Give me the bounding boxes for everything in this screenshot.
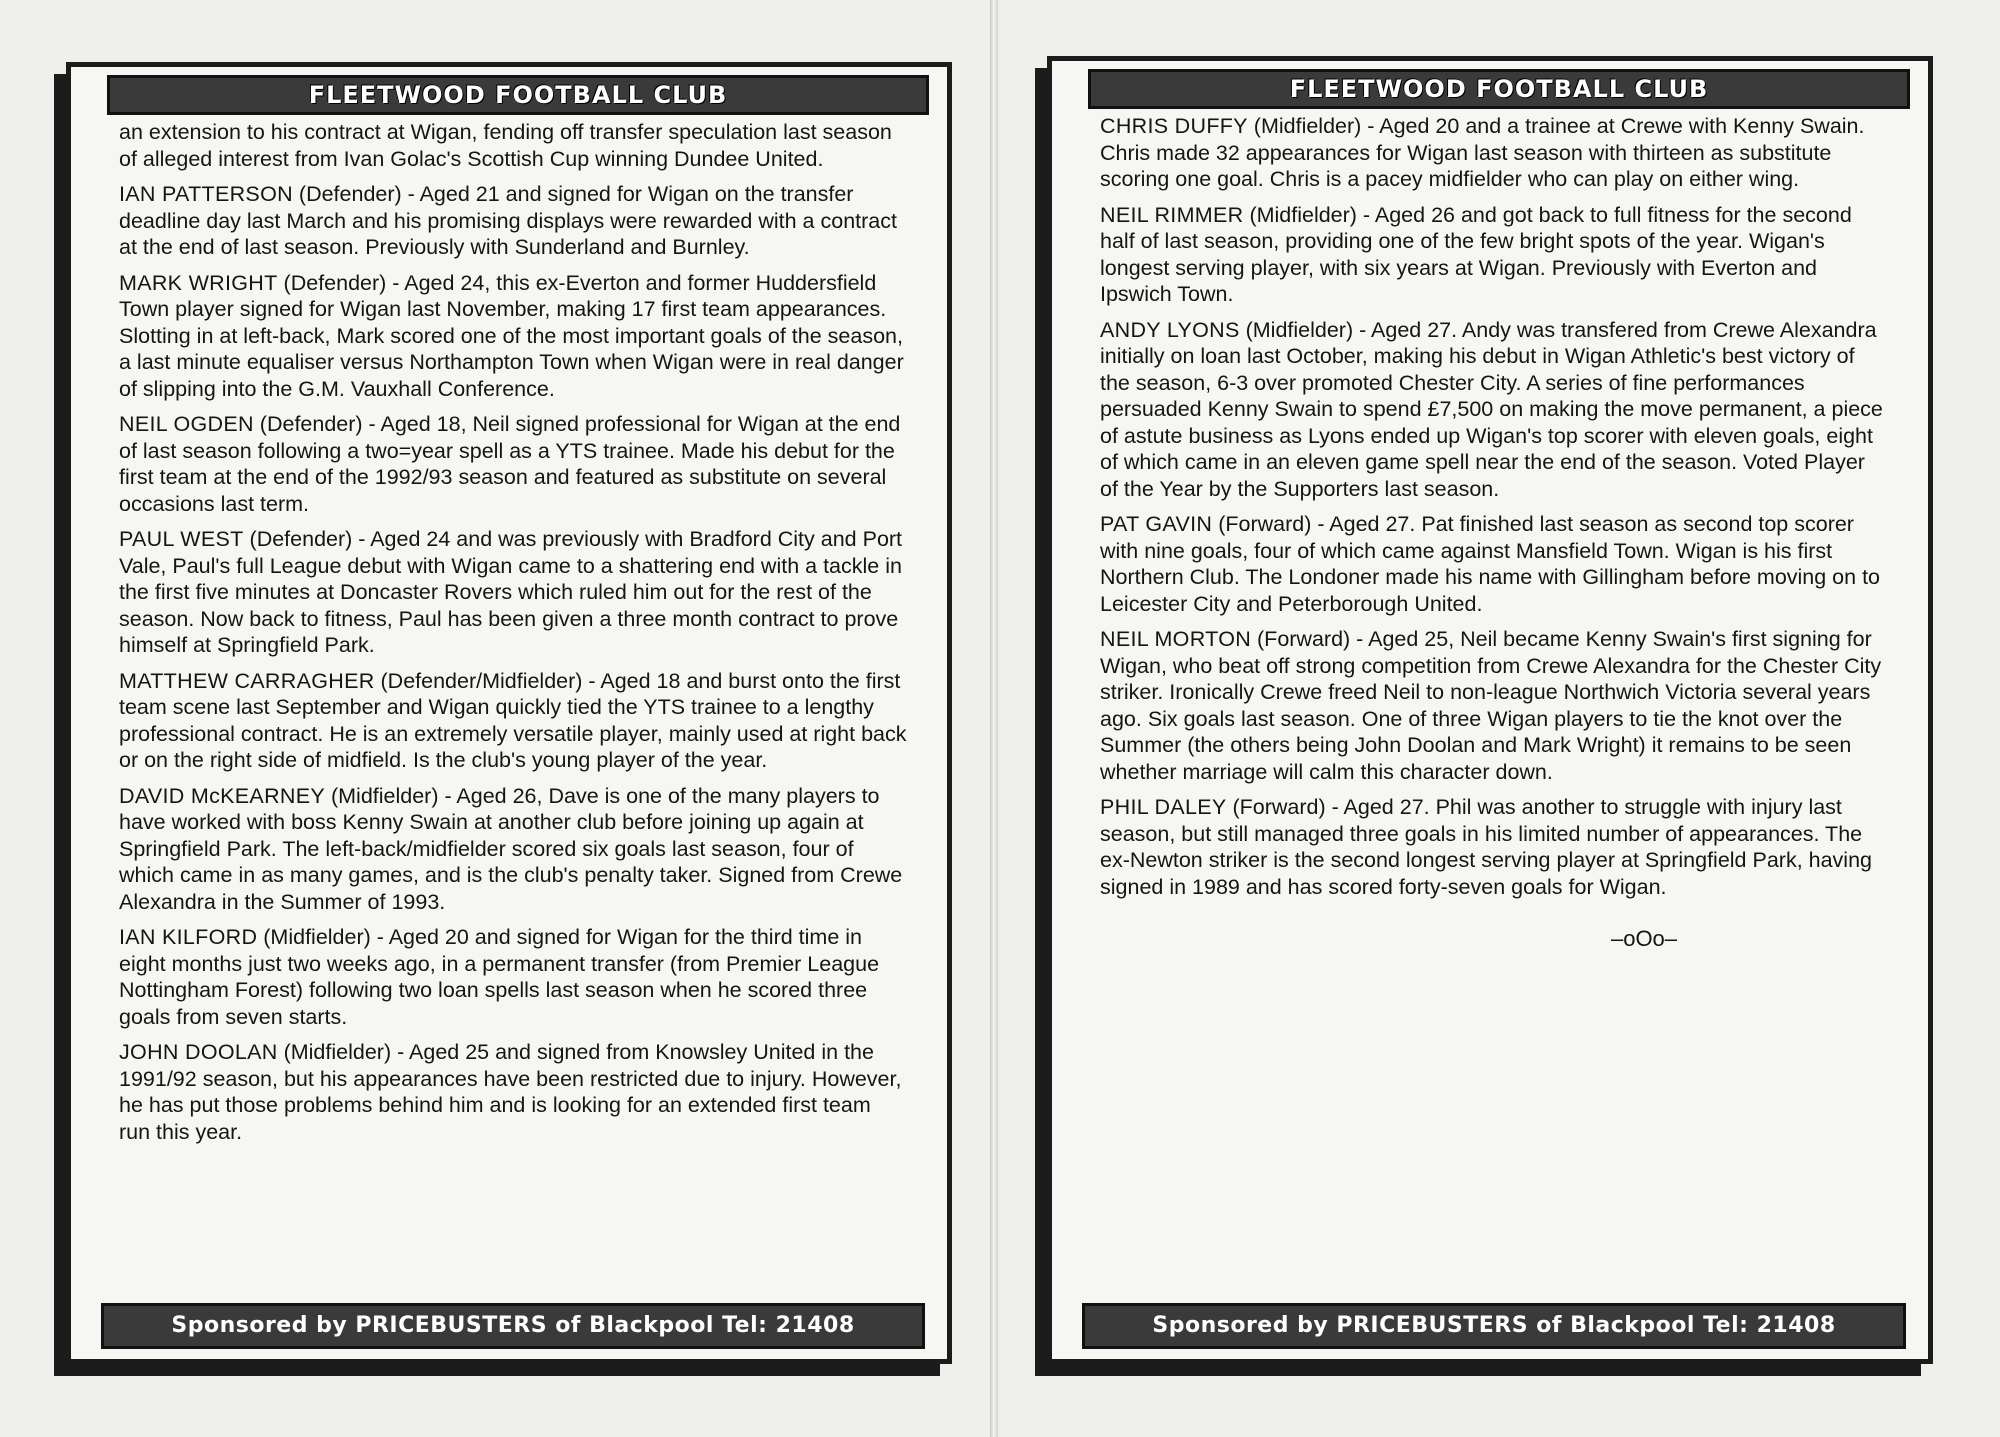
player-name: NEIL RIMMER bbox=[1100, 202, 1244, 227]
player-name: IAN KILFORD bbox=[119, 925, 258, 949]
player-text: (Midfielder) - Aged 26 and got back to full fitness for the second half of last season, providing one of the few bright spots of the year. Wigan's longest serving player, with six years at Wigan. Previously with Everton and Ipswich Town. bbox=[1100, 202, 1852, 306]
player-text: (Midfielder) - Aged 27. Andy was transfered from Crewe Alexandra initially on loan last October, making his debut in Wigan Athletic's best victory of the season, 6-3 over promoted Chester City. A series of fine performances persuaded Kenny Swain to spend £7,500 on making the move permanent, a piece of astute business as Lyons ended up Wigan's top scorer with eleven goals, eight of which came in an eleven game spell near the end of the season. Voted Player of the Year by the Supporters last season. bbox=[1100, 317, 1883, 501]
player-name: PAT GAVIN bbox=[1100, 512, 1213, 536]
left-paragraph-6 bbox=[119, 668, 907, 774]
player-name: ANDY LYONS bbox=[1100, 317, 1240, 342]
player-text: (Forward) - Aged 25, Neil became Kenny Swain's first signing for Wigan, who beat off strong competition from Crewe Alexandra for the Chester City striker. Ironically Crewe freed Neil to non-league Northwich Victoria several years ago. Six goals last season. One of three Wigan players to tie the knot over the Summer (the others being John Doolan and Mark Wright) it remains to be seen whether marriage will calm this character down. bbox=[1100, 627, 1882, 784]
player-text: (Defender) - Aged 21 and signed for Wigan on the transfer deadline day last March and his promising displays were rewarded with a contract at the end of last season. Previously with Sunderland and Burnley. bbox=[119, 182, 897, 259]
right-body-text bbox=[1100, 113, 1888, 1297]
right-paragraph-2 bbox=[1100, 202, 1888, 308]
left-footer-bar: Sponsored by PRICEBUSTERS of Blackpool Tel: 21408 bbox=[101, 1303, 925, 1349]
player-name: DAVID McKEARNEY bbox=[119, 783, 325, 808]
player-text: (Forward) - Aged 27. Phil was another to struggle with injury last season, but still managed three goals in his limited number of appearances. The ex-Newton striker is the second longest serving player at Springfield Park, having signed in 1989 and has scored forty-seven goals for Wigan. bbox=[1100, 795, 1872, 899]
left-paragraph-4 bbox=[119, 411, 907, 517]
left-paragraph-9 bbox=[119, 1039, 907, 1145]
right-header-bar: FLEETWOOD FOOTBALL CLUB bbox=[1088, 69, 1910, 109]
left-paragraph-8 bbox=[119, 924, 907, 1030]
player-text: (Defender) - Aged 24, this ex-Everton and former Huddersfield Town player signed for Wigan last November, making 17 first team appearances. Slotting in at left-back, Mark scored one of the most important goals of the season, a last minute equaliser versus Northampton Town when Wigan were in real danger of slipping into the G.M. Vauxhall Conference. bbox=[119, 270, 904, 401]
player-name: NEIL OGDEN bbox=[119, 412, 254, 436]
left-paragraph-2 bbox=[119, 181, 907, 261]
left-paragraph-7 bbox=[119, 783, 907, 916]
player-name: PAUL WEST bbox=[119, 527, 244, 551]
player-text: (Defender) - Aged 18, Neil signed professional for Wigan at the end of last season following a two=year spell as a YTS trainee. Made his debut for the first team at the end of the 1992/93 season and featured as substitute on several occasions last term. bbox=[119, 412, 901, 516]
left-panel bbox=[66, 62, 952, 1364]
player-name: JOHN DOOLAN bbox=[119, 1040, 278, 1064]
player-name: NEIL MORTON bbox=[1100, 627, 1252, 651]
player-text: (Defender/Midfielder) - Aged 18 and burst onto the first team scene last September and Wigan quickly tied the YTS trainee to a lengthy professional contract. He is an extremely versatile player, mainly used at right back or on the right side of midfield. Is the club's young player of the year. bbox=[119, 668, 907, 772]
player-name: MARK WRIGHT bbox=[119, 270, 278, 295]
page-fold bbox=[990, 0, 998, 1437]
player-text: (Defender) - Aged 24 and was previously with Bradford City and Port Vale, Paul's full League debut with Wigan came to a shattering end with a tackle in the first five minutes at Doncaster Rovers which ruled him out for the rest of the season. Now back to fitness, Paul has been given a three month contract to prove himself at Springfield Park. bbox=[119, 527, 903, 657]
left-paragraph-1 bbox=[119, 119, 907, 172]
right-paragraph-1 bbox=[1100, 113, 1888, 193]
player-text: (Forward) - Aged 27. Pat finished last season as second top scorer with nine goals, four of which came against Mansfield Town. Wigan is his first Northern Club. The Londoner made his name with Gillingham before moving on to Leicester City and Peterborough United. bbox=[1100, 512, 1881, 616]
left-header-bar: FLEETWOOD FOOTBALL CLUB bbox=[107, 75, 929, 115]
right-footer-bar: Sponsored by PRICEBUSTERS of Blackpool Tel: 21408 bbox=[1082, 1303, 1906, 1349]
left-paragraph-3 bbox=[119, 270, 907, 403]
player-name: PHIL DALEY bbox=[1100, 795, 1227, 819]
right-paragraph-6 bbox=[1100, 794, 1888, 900]
player-text: (Midfielder) - Aged 26, Dave is one of the many players to have worked with boss Kenny Swain at another club before joining up again at Springfield Park. The left-back/midfielder scored six goals last season, four of which came in as many games, and is the club's penalty taker. Signed from Crewe Alexandra in the Summer of 1993. bbox=[119, 783, 903, 914]
player-text: (Midfielder) - Aged 25 and signed from Knowsley United in the 1991/92 season, but his appearances have been restricted due to injury. However, he has put those problems behind him and is looking for an extended first team run this year. bbox=[119, 1040, 902, 1144]
player-name: CHRIS DUFFY bbox=[1100, 114, 1248, 138]
right-paragraph-5 bbox=[1100, 626, 1888, 785]
end-mark: –oOo– bbox=[1610, 926, 1678, 951]
player-text: (Midfielder) - Aged 20 and signed for Wigan for the third time in eight months just two weeks ago, in a permanent transfer (from Premier League Nottingham Forest) following two loan spells last season when he scored three goals from seven starts. bbox=[119, 925, 880, 1029]
right-panel bbox=[1047, 56, 1933, 1364]
player-name: MATTHEW CARRAGHER bbox=[119, 668, 375, 693]
left-paragraph-5 bbox=[119, 526, 907, 659]
player-name: IAN PATTERSON bbox=[119, 182, 293, 206]
player-text: an extension to his contract at Wigan, fending off transfer speculation last season of alleged interest from Ivan Golac's Scottish Cup winning Dundee United. bbox=[119, 120, 892, 171]
player-text: (Midfielder) - Aged 20 and a trainee at Crewe with Kenny Swain. Chris made 32 appearances for Wigan last season with thirteen as substitute scoring one goal. Chris is a pacey midfielder who can play on either wing. bbox=[1100, 114, 1865, 191]
right-paragraph-3 bbox=[1100, 317, 1888, 503]
left-body-text bbox=[119, 119, 907, 1297]
right-paragraph-4 bbox=[1100, 511, 1888, 617]
